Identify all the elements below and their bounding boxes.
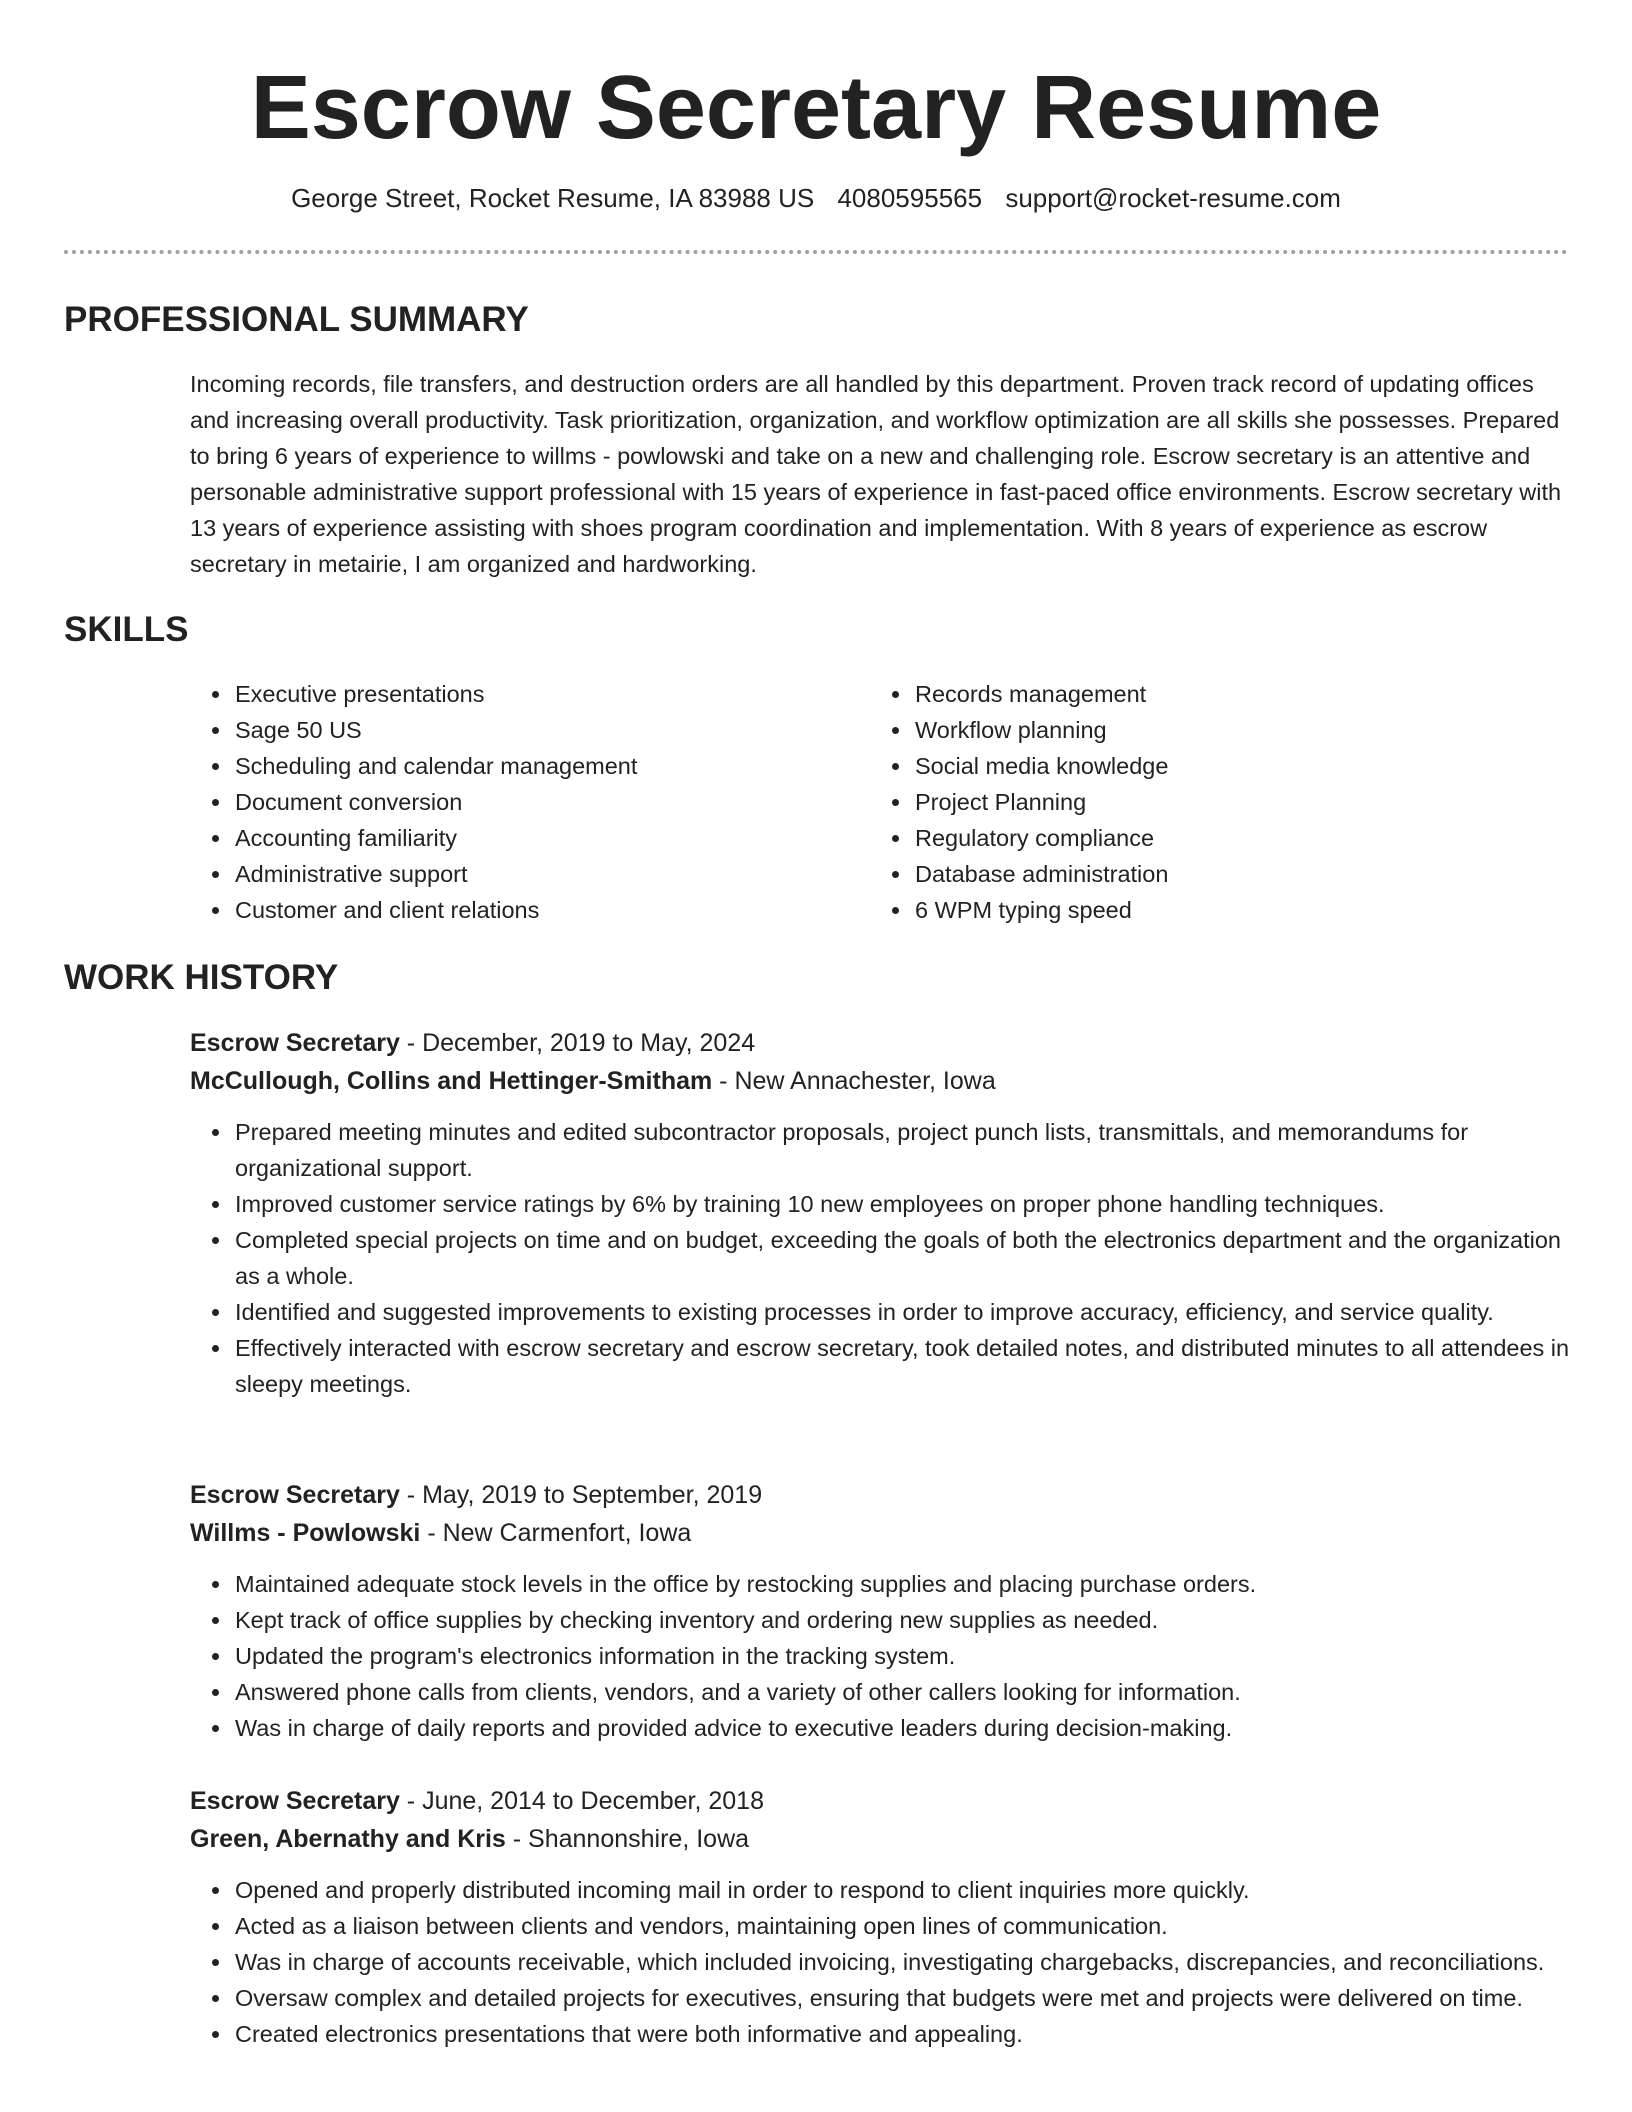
skill-item: • 6 WPM typing speed (913, 892, 1550, 928)
skill-item: • Records management (913, 676, 1550, 712)
job-location: - New Carmenfort, Iowa (420, 1519, 692, 1547)
job-bullet: • Created electronics presentations that were both informative and appealing. (233, 2016, 1570, 2052)
job-company-line (190, 1820, 1570, 1858)
job-title-line (190, 1476, 1570, 1514)
skill-item: • Regulatory compliance (913, 820, 1550, 856)
job-dates: - May, 2019 to September, 2019 (399, 1481, 763, 1509)
job-entry (190, 1024, 1570, 1402)
job-bullet: • Oversaw complex and detailed projects for executives, ensuring that budgets were met and projects were delivered on time. (233, 1980, 1570, 2016)
job-title: Escrow Secretary (190, 1787, 400, 1815)
job-company: Willms - Powlowski (190, 1519, 421, 1547)
job-entry (190, 1782, 1570, 2052)
skill-item: • Accounting familiarity (233, 820, 870, 856)
job-title: Escrow Secretary (190, 1481, 400, 1509)
skill-item: • Customer and client relations (233, 892, 870, 928)
skill-item: • Database administration (913, 856, 1550, 892)
job-bullet: • Maintained adequate stock levels in the office by restocking supplies and placing purchase orders. (233, 1566, 1570, 1602)
job-company: McCullough, Collins and Hettinger-Smitham (190, 1067, 713, 1095)
job-bullet: • Identified and suggested improvements to existing processes in order to improve accuracy, efficiency, and service quality. (233, 1294, 1570, 1330)
job-entry (190, 1476, 1570, 1746)
job-bullet: • Improved customer service ratings by 6% by training 10 new employees on proper phone handling techniques. (233, 1186, 1570, 1222)
skill-item: • Document conversion (233, 784, 870, 820)
job-bullet: • Updated the program's electronics information in the tracking system. (233, 1638, 1570, 1674)
contact-email: support@rocket-resume.com (1005, 183, 1341, 213)
contact-line (0, 180, 1632, 216)
skill-item: • Sage 50 US (233, 712, 870, 748)
skills-column-right (870, 676, 1550, 928)
job-dates: - June, 2014 to December, 2018 (399, 1787, 764, 1815)
job-title: Escrow Secretary (190, 1029, 400, 1057)
job-bullet: • Was in charge of accounts receivable, which included invoicing, investigating chargebacks, discrepancies, and reconciliations. (233, 1944, 1570, 1980)
work-history-heading: WORK HISTORY (64, 958, 339, 997)
skill-item: • Administrative support (233, 856, 870, 892)
job-bullet: • Acted as a liaison between clients and vendors, maintaining open lines of communication. (233, 1908, 1570, 1944)
job-bullets (190, 1566, 1570, 1746)
job-company: Green, Abernathy and Kris (190, 1825, 506, 1853)
job-company-line (190, 1514, 1570, 1552)
skill-item: • Workflow planning (913, 712, 1550, 748)
skill-item: • Scheduling and calendar management (233, 748, 870, 784)
skill-item: • Social media knowledge (913, 748, 1550, 784)
skills-column-left (190, 676, 870, 928)
summary-heading: PROFESSIONAL SUMMARY (64, 300, 529, 339)
resume-title: Escrow Secretary Resume (250, 58, 1382, 158)
job-bullet: • Prepared meeting minutes and edited subcontractor proposals, project punch lists, transmittals, and memorandums for organizational support. (233, 1114, 1570, 1186)
header-divider (64, 250, 1568, 254)
job-bullet: • Was in charge of daily reports and provided advice to executive leaders during decision-making. (233, 1710, 1570, 1746)
job-bullets (190, 1114, 1570, 1402)
job-bullets (190, 1872, 1570, 2052)
job-title-line (190, 1024, 1570, 1062)
job-title-line (190, 1782, 1570, 1820)
job-bullet: • Answered phone calls from clients, vendors, and a variety of other callers looking for information. (233, 1674, 1570, 1710)
job-bullet: • Completed special projects on time and on budget, exceeding the goals of both the electronics department and the organization as a whole. (233, 1222, 1570, 1294)
job-location: - Shannonshire, Iowa (505, 1825, 750, 1853)
job-company-line (190, 1062, 1570, 1100)
contact-address: George Street, Rocket Resume, IA 83988 US (291, 183, 815, 213)
job-dates: - December, 2019 to May, 2024 (399, 1029, 756, 1057)
skills-heading: SKILLS (64, 610, 189, 649)
skill-item: • Executive presentations (233, 676, 870, 712)
summary-text: Incoming records, file transfers, and destruction orders are all handled by this department. Proven track record of updating offices and increasing overall productivity. Task prioritization, organization, and workflow optimization are all skills she possesses. Prepared to bring 6 years of experience to willms - powlowski and take on a new and challenging role. Escrow secretary is an attentive and personable administrative support professional with 15 years of experience in fast-paced office environments. Escrow secretary with 13 years of experience assisting with shoes program coordination and implementation. With 8 years of experience as escrow secretary in metairie, I am organized and hardworking. (190, 371, 1562, 577)
job-bullet: • Opened and properly distributed incoming mail in order to respond to client inquiries more quickly. (233, 1872, 1570, 1908)
skill-item: • Project Planning (913, 784, 1550, 820)
contact-phone: 4080595565 (837, 183, 983, 213)
job-bullet: • Effectively interacted with escrow secretary and escrow secretary, took detailed notes, and distributed minutes to all attendees in sleepy meetings. (233, 1330, 1570, 1402)
job-location: - New Annachester, Iowa (712, 1067, 996, 1095)
skills-list (190, 676, 1570, 928)
job-bullet: • Kept track of office supplies by checking inventory and ordering new supplies as needed. (233, 1602, 1570, 1638)
